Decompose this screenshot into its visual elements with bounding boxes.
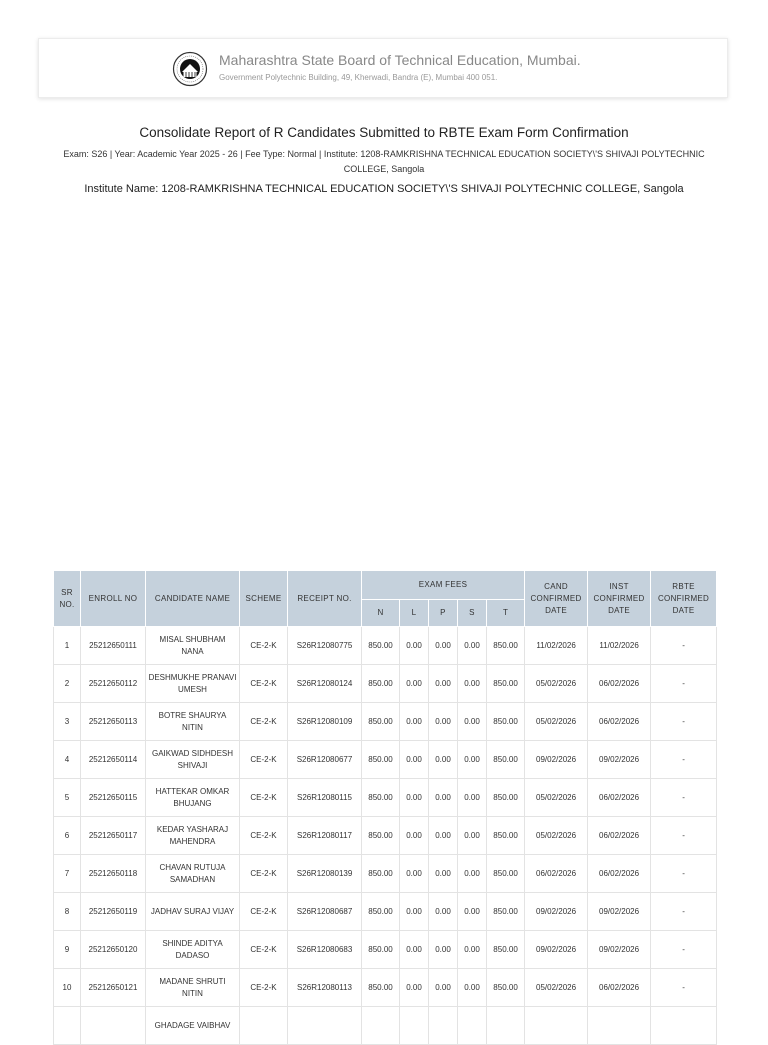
cell-candidate-name: MADANE SHRUTI NITIN [146, 969, 240, 1007]
msbte-logo-icon [172, 51, 208, 87]
cell-scheme: CE-2-K [240, 969, 288, 1007]
candidates-table [53, 570, 717, 1045]
table-row [54, 779, 717, 817]
col-header-l: L [400, 600, 429, 627]
cell-fee-l: 0.00 [400, 741, 429, 779]
cell-cand-confirmed-date: 06/02/2026 [525, 855, 588, 893]
cell-sr-no: 8 [54, 893, 81, 931]
cell-fee-t [487, 1007, 525, 1045]
cell-scheme: CE-2-K [240, 741, 288, 779]
cell-fee-p: 0.00 [429, 931, 458, 969]
cell-fee-t: 850.00 [487, 627, 525, 665]
cell-receipt-no: S26R12080113 [288, 969, 362, 1007]
cell-candidate-name: SHINDE ADITYA DADASO [146, 931, 240, 969]
cell-scheme: CE-2-K [240, 855, 288, 893]
col-header-enroll-no: ENROLL NO [81, 571, 146, 627]
table-row [54, 703, 717, 741]
cell-inst-confirmed-date: 06/02/2026 [588, 665, 651, 703]
cell-fee-l: 0.00 [400, 817, 429, 855]
cell-candidate-name: MISAL SHUBHAM NANA [146, 627, 240, 665]
cell-fee-n: 850.00 [362, 741, 400, 779]
cell-rbte-confirmed-date [651, 1007, 717, 1045]
report-meta: Exam: S26 | Year: Academic Year 2025 - 26 | Fee Type: Normal | Institute: 1208-RAMKRISHNA TECHNICAL EDUCATION SOCIETY\'S SHIVAJI POLYTECHNIC COLLEGE, Sangola [63, 149, 705, 174]
col-header-candidate-name: CANDIDATE NAME [146, 571, 240, 627]
cell-cand-confirmed-date: 09/02/2026 [525, 893, 588, 931]
table-body [54, 627, 717, 1045]
cell-scheme: CE-2-K [240, 817, 288, 855]
institute-name: Institute Name: 1208-RAMKRISHNA TECHNICAL EDUCATION SOCIETY\'S SHIVAJI POLYTECHNIC COLLEGE, Sangola [84, 183, 684, 195]
cell-rbte-confirmed-date: - [651, 741, 717, 779]
cell-scheme: CE-2-K [240, 893, 288, 931]
cell-receipt-no: S26R12080139 [288, 855, 362, 893]
cell-fee-l: 0.00 [400, 665, 429, 703]
cell-fee-n [362, 1007, 400, 1045]
cell-enroll-no: 25212650121 [81, 969, 146, 1007]
cell-rbte-confirmed-date: - [651, 627, 717, 665]
cell-fee-t: 850.00 [487, 665, 525, 703]
col-header-s: S [458, 600, 487, 627]
cell-inst-confirmed-date: 06/02/2026 [588, 817, 651, 855]
cell-receipt-no: S26R12080109 [288, 703, 362, 741]
cell-candidate-name: HATTEKAR OMKAR BHUJANG [146, 779, 240, 817]
cell-sr-no: 1 [54, 627, 81, 665]
cell-fee-l: 0.00 [400, 969, 429, 1007]
cell-scheme: CE-2-K [240, 627, 288, 665]
cell-inst-confirmed-date: 06/02/2026 [588, 779, 651, 817]
cell-enroll-no: 25212650112 [81, 665, 146, 703]
cell-fee-p [429, 1007, 458, 1045]
cell-enroll-no: 25212650114 [81, 741, 146, 779]
col-header-cand-confirmed: CAND CONFIRMED DATE [525, 571, 588, 627]
cell-fee-n: 850.00 [362, 817, 400, 855]
cell-fee-l: 0.00 [400, 703, 429, 741]
cell-sr-no: 6 [54, 817, 81, 855]
cell-rbte-confirmed-date: - [651, 969, 717, 1007]
cell-rbte-confirmed-date: - [651, 893, 717, 931]
cell-enroll-no: 25212650111 [81, 627, 146, 665]
cell-fee-p: 0.00 [429, 855, 458, 893]
cell-fee-s: 0.00 [458, 703, 487, 741]
cell-fee-s: 0.00 [458, 855, 487, 893]
cell-candidate-name: BOTRE SHAURYA NITIN [146, 703, 240, 741]
col-header-t: T [487, 600, 525, 627]
cell-rbte-confirmed-date: - [651, 855, 717, 893]
cell-fee-p: 0.00 [429, 779, 458, 817]
cell-candidate-name: JADHAV SURAJ VIJAY [146, 893, 240, 931]
cell-fee-t: 850.00 [487, 741, 525, 779]
col-header-n: N [362, 600, 400, 627]
cell-rbte-confirmed-date: - [651, 817, 717, 855]
cell-sr-no [54, 1007, 81, 1045]
cell-fee-p: 0.00 [429, 703, 458, 741]
col-header-receipt-no: RECEIPT NO. [288, 571, 362, 627]
col-header-sr-no: SR NO. [54, 571, 81, 627]
cell-fee-p: 0.00 [429, 969, 458, 1007]
cell-fee-t: 850.00 [487, 703, 525, 741]
cell-enroll-no [81, 1007, 146, 1045]
cell-scheme: CE-2-K [240, 665, 288, 703]
col-header-rbte-confirmed: RBTE CONFIRMED DATE [651, 571, 717, 627]
table-row [54, 741, 717, 779]
cell-receipt-no: S26R12080124 [288, 665, 362, 703]
col-header-p: P [429, 600, 458, 627]
col-header-scheme: SCHEME [240, 571, 288, 627]
cell-fee-n: 850.00 [362, 779, 400, 817]
cell-inst-confirmed-date: 11/02/2026 [588, 627, 651, 665]
cell-fee-t: 850.00 [487, 931, 525, 969]
cell-candidate-name: KEDAR YASHARAJ MAHENDRA [146, 817, 240, 855]
cell-enroll-no: 25212650117 [81, 817, 146, 855]
cell-fee-s: 0.00 [458, 931, 487, 969]
cell-scheme: CE-2-K [240, 931, 288, 969]
cell-candidate-name: GAIKWAD SIDHDESH SHIVAJI [146, 741, 240, 779]
cell-fee-l: 0.00 [400, 931, 429, 969]
cell-cand-confirmed-date [525, 1007, 588, 1045]
cell-receipt-no: S26R12080677 [288, 741, 362, 779]
table-row [54, 665, 717, 703]
cell-inst-confirmed-date: 09/02/2026 [588, 741, 651, 779]
cell-sr-no: 10 [54, 969, 81, 1007]
table-row [54, 931, 717, 969]
table-row [54, 855, 717, 893]
cell-cand-confirmed-date: 09/02/2026 [525, 741, 588, 779]
cell-sr-no: 2 [54, 665, 81, 703]
cell-enroll-no: 25212650119 [81, 893, 146, 931]
cell-receipt-no: S26R12080683 [288, 931, 362, 969]
board-address: Government Polytechnic Building, 49, Kherwadi, Bandra (E), Mumbai 400 051. [219, 73, 498, 82]
cell-receipt-no: S26R12080115 [288, 779, 362, 817]
cell-sr-no: 7 [54, 855, 81, 893]
cell-scheme: CE-2-K [240, 779, 288, 817]
cell-fee-t: 850.00 [487, 817, 525, 855]
cell-fee-n: 850.00 [362, 627, 400, 665]
cell-fee-n: 850.00 [362, 893, 400, 931]
cell-rbte-confirmed-date: - [651, 931, 717, 969]
cell-rbte-confirmed-date: - [651, 665, 717, 703]
header-card [38, 38, 728, 98]
cell-fee-s: 0.00 [458, 779, 487, 817]
cell-fee-t: 850.00 [487, 893, 525, 931]
cell-scheme [240, 1007, 288, 1045]
cell-fee-p: 0.00 [429, 665, 458, 703]
cell-fee-s [458, 1007, 487, 1045]
cell-fee-s: 0.00 [458, 817, 487, 855]
cell-fee-t: 850.00 [487, 969, 525, 1007]
cell-fee-n: 850.00 [362, 969, 400, 1007]
cell-receipt-no: S26R12080117 [288, 817, 362, 855]
col-header-inst-confirmed: INST CONFIRMED DATE [588, 571, 651, 627]
cell-fee-s: 0.00 [458, 893, 487, 931]
report-title: Consolidate Report of R Candidates Submitted to RBTE Exam Form Confirmation [139, 125, 629, 140]
cell-sr-no: 5 [54, 779, 81, 817]
cell-fee-l: 0.00 [400, 627, 429, 665]
cell-fee-s: 0.00 [458, 741, 487, 779]
cell-cand-confirmed-date: 05/02/2026 [525, 817, 588, 855]
cell-enroll-no: 25212650115 [81, 779, 146, 817]
cell-receipt-no: S26R12080687 [288, 893, 362, 931]
table-row [54, 627, 717, 665]
cell-receipt-no [288, 1007, 362, 1045]
cell-cand-confirmed-date: 05/02/2026 [525, 969, 588, 1007]
cell-fee-p: 0.00 [429, 817, 458, 855]
cell-cand-confirmed-date: 05/02/2026 [525, 703, 588, 741]
table-row [54, 817, 717, 855]
cell-enroll-no: 25212650113 [81, 703, 146, 741]
cell-fee-l: 0.00 [400, 779, 429, 817]
cell-inst-confirmed-date [588, 1007, 651, 1045]
cell-fee-l [400, 1007, 429, 1045]
cell-rbte-confirmed-date: - [651, 779, 717, 817]
cell-scheme: CE-2-K [240, 703, 288, 741]
cell-receipt-no: S26R12080775 [288, 627, 362, 665]
cell-fee-p: 0.00 [429, 741, 458, 779]
cell-fee-p: 0.00 [429, 627, 458, 665]
cell-sr-no: 3 [54, 703, 81, 741]
cell-fee-s: 0.00 [458, 969, 487, 1007]
board-name: Maharashtra State Board of Technical Education, Mumbai. [219, 52, 581, 68]
cell-enroll-no: 25212650120 [81, 931, 146, 969]
cell-candidate-name: CHAVAN RUTUJA SAMADHAN [146, 855, 240, 893]
cell-fee-l: 0.00 [400, 855, 429, 893]
cell-cand-confirmed-date: 05/02/2026 [525, 665, 588, 703]
cell-inst-confirmed-date: 06/02/2026 [588, 969, 651, 1007]
cell-inst-confirmed-date: 06/02/2026 [588, 855, 651, 893]
table-row [54, 893, 717, 931]
col-header-exam-fees: EXAM FEES [362, 571, 525, 600]
cell-fee-n: 850.00 [362, 855, 400, 893]
cell-fee-n: 850.00 [362, 665, 400, 703]
cell-fee-t: 850.00 [487, 779, 525, 817]
cell-fee-l: 0.00 [400, 893, 429, 931]
cell-cand-confirmed-date: 11/02/2026 [525, 627, 588, 665]
table-row [54, 1007, 717, 1045]
cell-fee-p: 0.00 [429, 893, 458, 931]
cell-enroll-no: 25212650118 [81, 855, 146, 893]
cell-inst-confirmed-date: 09/02/2026 [588, 893, 651, 931]
table-row [54, 969, 717, 1007]
cell-sr-no: 9 [54, 931, 81, 969]
cell-cand-confirmed-date: 05/02/2026 [525, 779, 588, 817]
cell-inst-confirmed-date: 06/02/2026 [588, 703, 651, 741]
cell-fee-t: 850.00 [487, 855, 525, 893]
cell-fee-s: 0.00 [458, 665, 487, 703]
cell-cand-confirmed-date: 09/02/2026 [525, 931, 588, 969]
cell-candidate-name: DESHMUKHE PRANAVI UMESH [146, 665, 240, 703]
cell-candidate-name: GHADAGE VAIBHAV [146, 1007, 240, 1045]
cell-fee-n: 850.00 [362, 931, 400, 969]
cell-rbte-confirmed-date: - [651, 703, 717, 741]
cell-fee-n: 850.00 [362, 703, 400, 741]
cell-sr-no: 4 [54, 741, 81, 779]
cell-fee-s: 0.00 [458, 627, 487, 665]
cell-inst-confirmed-date: 09/02/2026 [588, 931, 651, 969]
